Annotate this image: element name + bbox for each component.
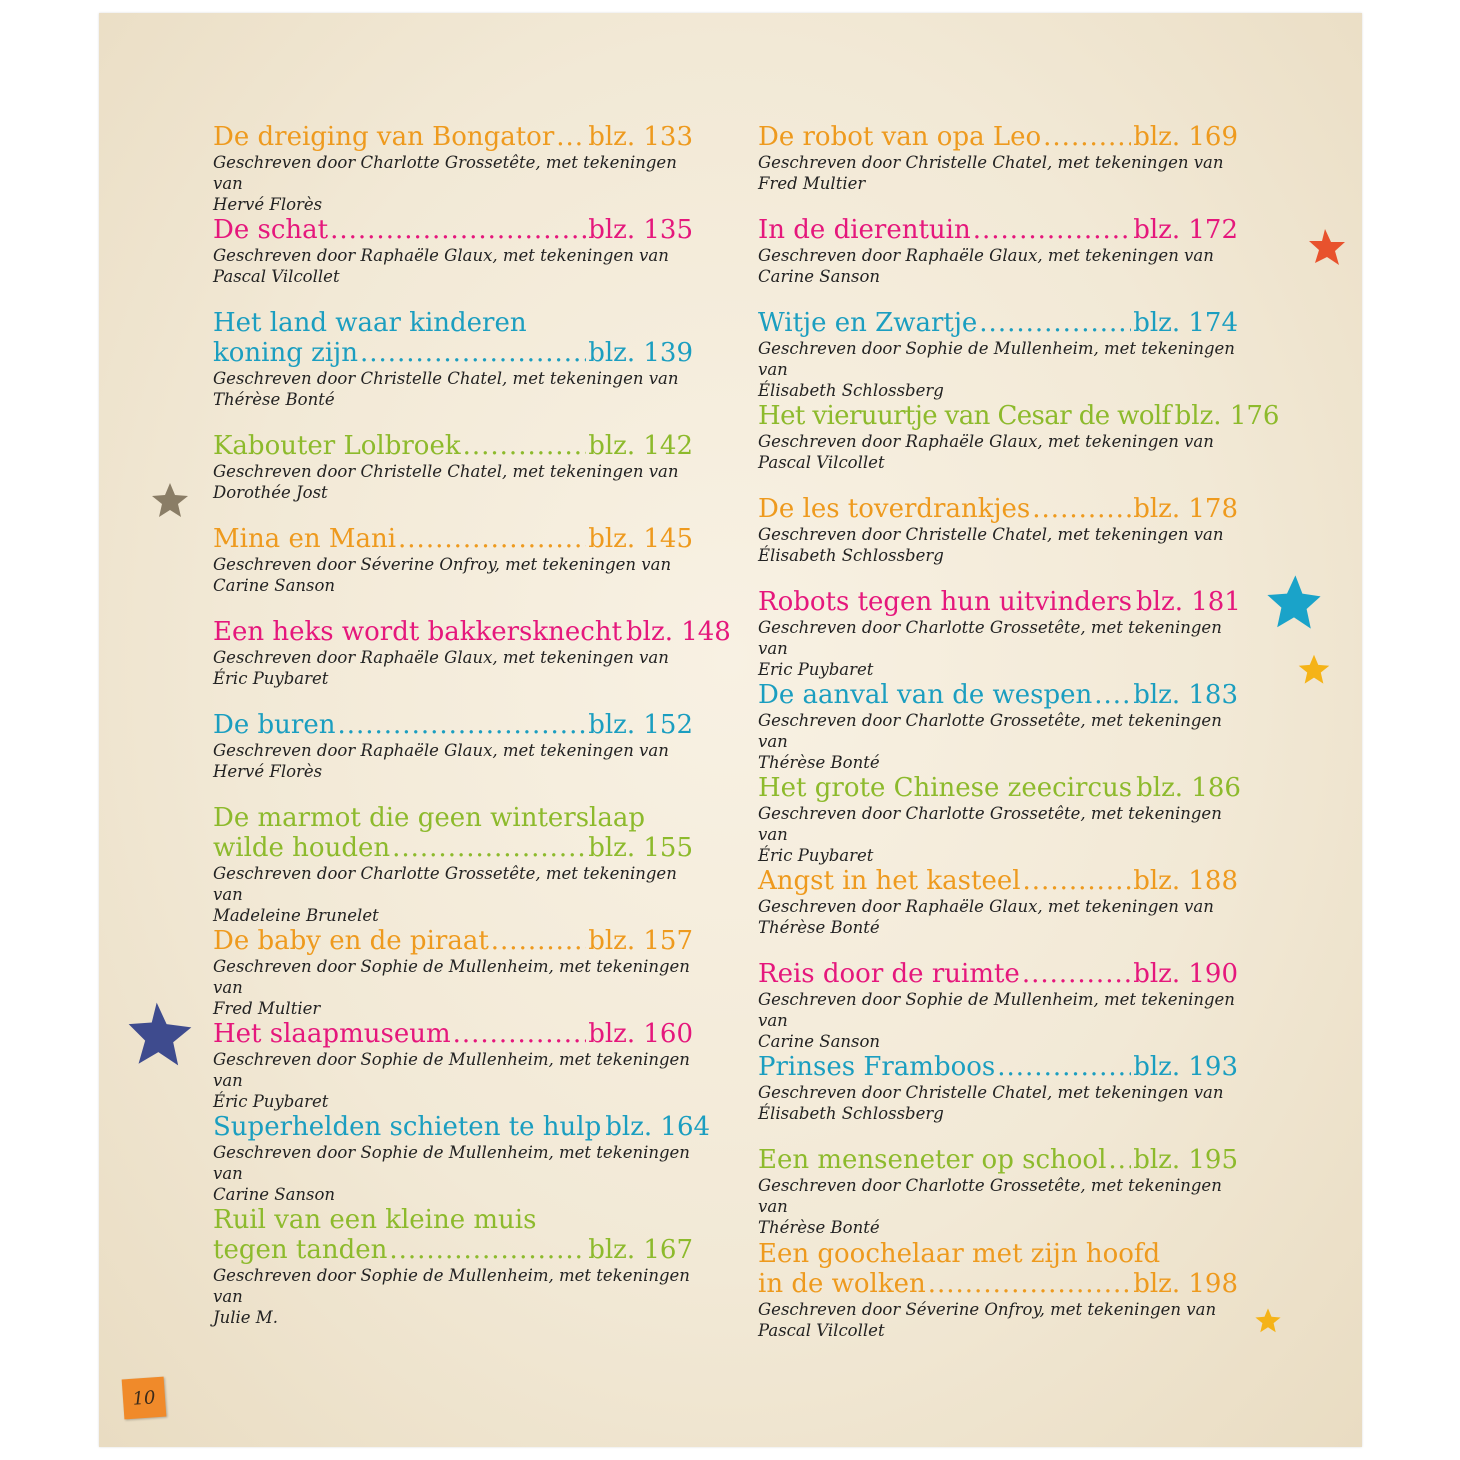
entry-credit: Geschreven door Christelle Chatel, met tekeningen van Fred Multier — [758, 153, 1224, 193]
entry-credit: Geschreven door Sophie de Mullenheim, met tekeningen van Éric Puybaret — [213, 1050, 690, 1111]
toc-entry — [213, 803, 693, 926]
entry-credit: Geschreven door Sophie de Mullenheim, met tekeningen van Carine Sanson — [213, 1143, 690, 1204]
toc-entry — [758, 959, 1238, 1052]
entry-title-first-line: Een goochelaar met zijn hoofd — [758, 1239, 1161, 1269]
entry-title-line — [213, 524, 693, 554]
entry-title-line — [758, 401, 1280, 431]
toc-entry — [758, 866, 1238, 938]
entry-credit: Geschreven door Raphaële Glaux, met tekeningen van Pascal Vilcollet — [758, 432, 1214, 472]
entry-credit: Geschreven door Christelle Chatel, met tekeningen van Dorothée Jost — [213, 462, 679, 502]
entry-title-line — [758, 680, 1238, 710]
toc-entry — [213, 710, 693, 782]
entry-title: Superhelden schieten te hulp — [213, 1112, 602, 1142]
entry-title-line — [213, 431, 693, 461]
entry-page: blz. 183 — [1133, 680, 1238, 710]
entry-credit: Geschreven door Sophie de Mullenheim, met tekeningen van Élisabeth Schlossberg — [758, 339, 1235, 400]
entry-title-line — [213, 617, 731, 647]
entry-title: wilde houden — [213, 833, 391, 863]
entry-title-line — [758, 494, 1238, 524]
entry-page: blz. 172 — [1133, 215, 1238, 245]
entry-page: blz. 142 — [588, 431, 693, 461]
toc-entry — [213, 1112, 711, 1205]
entry-page: blz. 190 — [1133, 959, 1238, 989]
entry-credit: Geschreven door Christelle Chatel, met tekeningen van Élisabeth Schlossberg — [758, 1083, 1224, 1123]
entry-title-line — [758, 215, 1238, 245]
entry-title-line — [758, 1145, 1238, 1175]
toc-entry — [758, 1052, 1238, 1124]
entry-credit: Geschreven door Raphaële Glaux, met tekeningen van Carine Sanson — [758, 246, 1214, 286]
entry-title-line — [213, 338, 693, 368]
entry-title: De aanval van de wespen — [758, 680, 1093, 710]
entry-page: blz. 181 — [1136, 587, 1241, 617]
entry-credit: Geschreven door Charlotte Grossetête, met tekeningen van Eric Puybaret — [758, 618, 1222, 679]
entry-page: blz. 176 — [1174, 401, 1280, 431]
entry-credit: Geschreven door Charlotte Grossetête, met tekeningen van Hervé Florès — [213, 153, 677, 214]
toc-entry — [213, 431, 693, 503]
entry-title-line — [758, 866, 1238, 896]
star-icon-navy — [127, 1000, 193, 1068]
toc-entry — [758, 215, 1238, 287]
page-number-badge — [122, 1377, 167, 1420]
toc-entry — [213, 122, 693, 215]
entry-page: blz. 174 — [1133, 308, 1238, 338]
entry-title-line — [213, 710, 693, 740]
toc-entry — [213, 1019, 693, 1112]
entry-page: blz. 133 — [588, 122, 693, 152]
entry-title-line — [213, 215, 693, 245]
entry-title-first-line: Ruil van een kleine muis — [213, 1205, 537, 1235]
entry-credit: Geschreven door Charlotte Grossetête, met tekeningen van Éric Puybaret — [758, 804, 1222, 865]
entry-credit: Geschreven door Raphaële Glaux, met tekeningen van Éric Puybaret — [213, 648, 669, 688]
entry-title: Een heks wordt bakkersknecht — [213, 617, 623, 647]
entry-title: De baby en de piraat — [213, 926, 489, 956]
entry-credit: Geschreven door Raphaële Glaux, met tekeningen van Pascal Vilcollet — [213, 246, 669, 286]
entry-page: blz. 160 — [588, 1019, 693, 1049]
entry-page: blz. 139 — [588, 338, 693, 368]
entry-title-line — [213, 833, 693, 863]
entry-page: blz. 152 — [588, 710, 693, 740]
toc-entry — [213, 926, 693, 1019]
entry-page: blz. 157 — [588, 926, 693, 956]
entry-title-line — [213, 1019, 693, 1049]
star-icon-yellow-small — [1254, 1307, 1282, 1335]
entry-title-line — [758, 773, 1241, 803]
entry-title-line — [758, 959, 1238, 989]
toc-entry — [213, 617, 731, 689]
entry-title-first-line: Het land waar kinderen — [213, 308, 527, 338]
toc-entry — [758, 122, 1238, 194]
star-icon-teal — [1266, 574, 1322, 630]
entry-title: In de dierentuin — [758, 215, 971, 245]
entry-credit: Geschreven door Sophie de Mullenheim, met tekeningen van Carine Sanson — [758, 990, 1235, 1051]
entry-page: blz. 193 — [1133, 1052, 1238, 1082]
toc-entry — [213, 308, 693, 410]
entry-page: blz. 195 — [1133, 1145, 1238, 1175]
entry-page: blz. 167 — [588, 1235, 693, 1265]
entry-title: Het slaapmuseum — [213, 1019, 451, 1049]
entry-title: koning zijn — [213, 338, 358, 368]
toc-entry — [758, 494, 1238, 566]
toc-entry — [758, 1145, 1238, 1238]
toc-entry — [213, 524, 693, 596]
entry-title: Angst in het kasteel — [758, 866, 1021, 896]
entry-title: Prinses Framboos — [758, 1052, 996, 1082]
entry-title: De robot van opa Leo — [758, 122, 1042, 152]
entry-page: blz. 178 — [1133, 494, 1238, 524]
entry-page: blz. 145 — [588, 524, 693, 554]
book-page — [99, 13, 1362, 1447]
entry-title: Robots tegen hun uitvinders — [758, 587, 1133, 617]
entry-title: De buren — [213, 710, 336, 740]
entry-page: blz. 188 — [1133, 866, 1238, 896]
entry-title-line — [213, 122, 693, 152]
entry-title-line — [758, 587, 1241, 617]
entry-page: blz. 198 — [1133, 1269, 1238, 1299]
entry-title-line — [758, 1052, 1238, 1082]
toc-entry — [758, 587, 1241, 680]
entry-title: tegen tanden — [213, 1235, 388, 1265]
entry-title: De schat — [213, 215, 329, 245]
toc-entry — [758, 308, 1238, 401]
entry-page: blz. 186 — [1136, 773, 1241, 803]
toc-entry — [758, 1239, 1238, 1341]
entry-title-first-line: De marmot die geen winterslaap — [213, 803, 646, 833]
entry-page: blz. 148 — [626, 617, 731, 647]
entry-title-line — [213, 926, 693, 956]
entry-title: De dreiging van Bongator — [213, 122, 555, 152]
entry-title: Het grote Chinese zeecircus — [758, 773, 1133, 803]
entry-credit: Geschreven door Sophie de Mullenheim, met tekeningen van Julie M. — [213, 1266, 690, 1327]
toc-entry — [213, 215, 693, 287]
entry-title: Witje en Zwartje — [758, 308, 978, 338]
entry-credit: Geschreven door Séverine Onfroy, met tekeningen van Pascal Vilcollet — [758, 1300, 1217, 1340]
toc-entry — [758, 680, 1238, 773]
entry-credit: Geschreven door Raphaële Glaux, met tekeningen van Hervé Florès — [213, 741, 669, 781]
entry-title: in de wolken — [758, 1269, 926, 1299]
entry-credit: Geschreven door Raphaële Glaux, met tekeningen van Thérèse Bonté — [758, 897, 1214, 937]
entry-title-line — [758, 1269, 1238, 1299]
toc-entry — [758, 773, 1241, 866]
star-icon-yellow — [1297, 653, 1331, 687]
toc-entry — [213, 1205, 693, 1328]
entry-credit: Geschreven door Charlotte Grossetête, met tekeningen van Thérèse Bonté — [758, 711, 1222, 772]
entry-page: blz. 155 — [588, 833, 693, 863]
entry-credit: Geschreven door Charlotte Grossetête, met tekeningen van Madeleine Brunelet — [213, 864, 677, 925]
page-number: 10 — [131, 1386, 157, 1410]
entry-credit: Geschreven door Séverine Onfroy, met tekeningen van Carine Sanson — [213, 555, 672, 595]
entry-credit: Geschreven door Sophie de Mullenheim, met tekeningen van Fred Multier — [213, 957, 690, 1018]
entry-credit: Geschreven door Charlotte Grossetête, met tekeningen van Thérèse Bonté — [758, 1176, 1222, 1237]
entry-page: blz. 135 — [588, 215, 693, 245]
star-icon-red — [1307, 225, 1347, 269]
entry-title-line — [758, 308, 1238, 338]
entry-title: Reis door de ruimte — [758, 959, 1020, 989]
entry-credit: Geschreven door Christelle Chatel, met tekeningen van Thérèse Bonté — [213, 369, 679, 409]
entry-title: Een menseneter op school — [758, 1145, 1107, 1175]
entry-title-line — [213, 1235, 693, 1265]
entry-page: blz. 164 — [605, 1112, 711, 1142]
entry-page: blz. 169 — [1133, 122, 1238, 152]
entry-credit: Geschreven door Christelle Chatel, met tekeningen van Élisabeth Schlossberg — [758, 525, 1224, 565]
entry-title-line — [213, 1112, 711, 1142]
star-icon-grey — [149, 481, 191, 521]
toc-entry — [758, 401, 1280, 473]
entry-title: Het vieruurtje van Cesar de wolf — [758, 401, 1171, 431]
entry-title: Mina en Mani — [213, 524, 397, 554]
entry-title: Kabouter Lolbroek — [213, 431, 461, 461]
entry-title-line — [758, 122, 1238, 152]
entry-title: De les toverdrankjes — [758, 494, 1031, 524]
